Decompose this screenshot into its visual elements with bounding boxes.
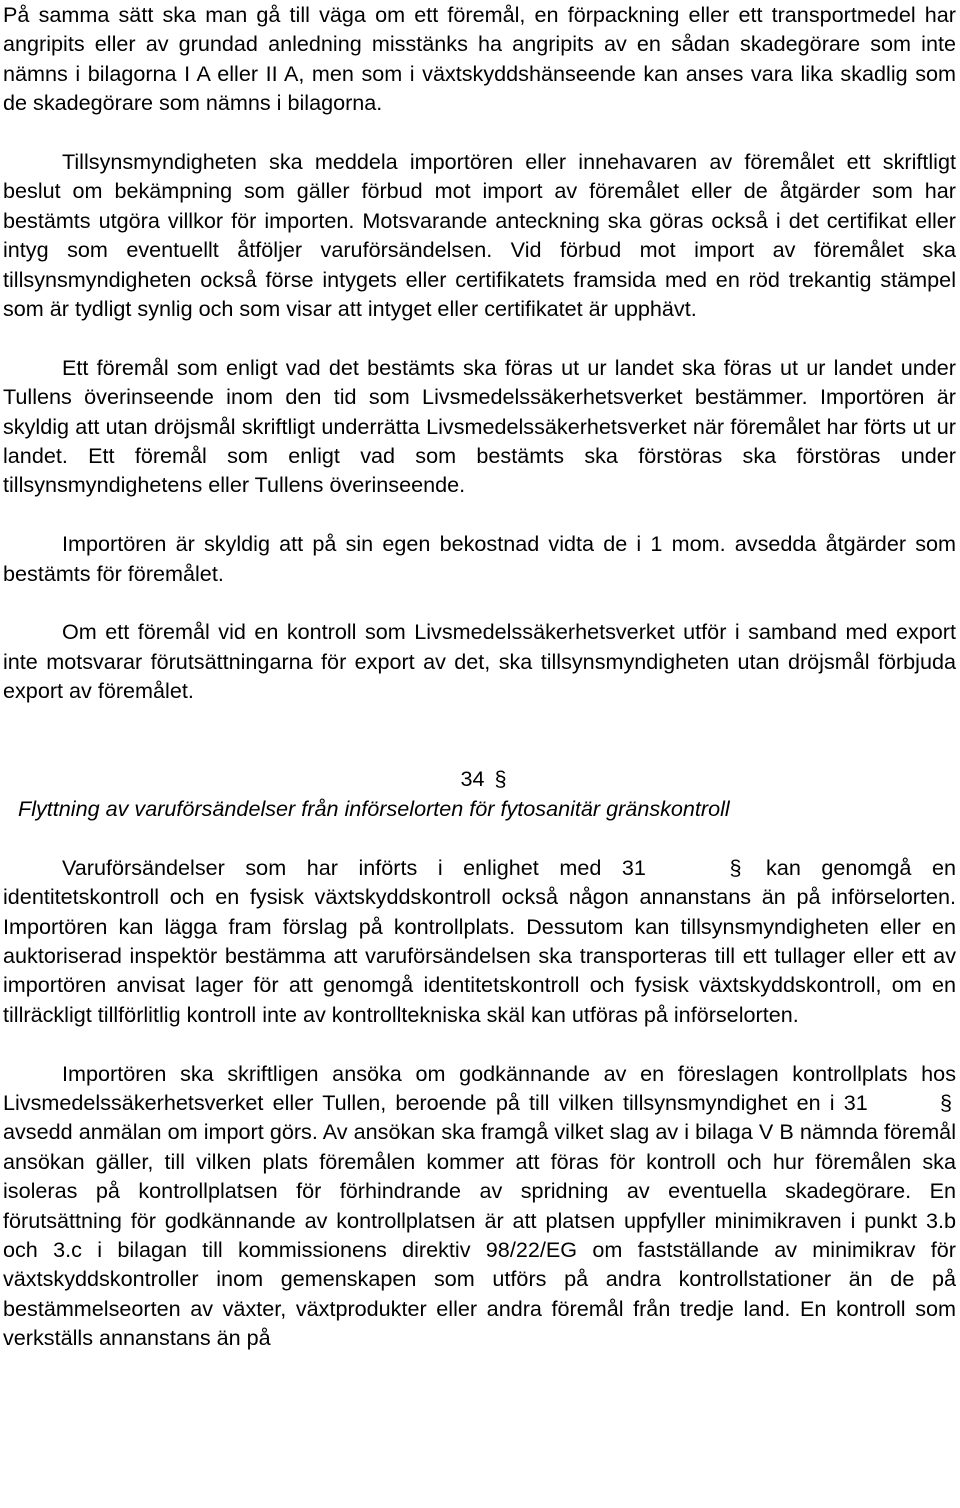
section-spacer (3, 706, 956, 765)
paragraph-spacer (3, 118, 956, 147)
section-title: Flyttning av varuförsändelser från införselorten för fytosanitär gränskontroll (18, 795, 730, 821)
document-page (3, 0, 956, 1353)
paragraph-spacer (3, 1029, 956, 1058)
text-run: Varuförsändelser som har införts i enlighet med 31 (62, 854, 646, 880)
paragraph-control-decision: Tillsynsmyndigheten ska meddela importören eller innehavaren av föremålet ett skriftligt beslut om bekämpning som gäller förbud mot import av föremålet eller de åtgärder som har bestämts utgöra villkor för importen. Motsvarande anteckning ska göras också i det certifikat eller intyg som eventuellt åtföljer varuförsändelsen. Vid förbud mot import av föremålet ska tillsynsmyndigheten också förse intygets eller certifikatets framsida med en röd trekantig stämpel som är tydligt synlig och som visar att intyget eller certifikatet är upphävt. (3, 149, 956, 322)
section-sign: § (940, 1089, 953, 1115)
paragraph-spacer (3, 588, 956, 617)
section-heading (3, 764, 956, 793)
text-run: avsedd anmälan om import görs. Av ansökan ska framgå vilket slag av i bilaga V B nämnda föremål ansökan gäller, till vilken plats föremålen kommer att föras för kontroll och hur föremålen ska isoleras på kontrollplatsen för förhindrande av spridning av eventuella skadegörare. En förutsättning för godkännande av kontrollplatsen är att platsen uppfyller minimikraven i punkt 3.b och 3.c i bilagan till kommissionens direktiv 98/22/EG om fastställande av minimikrav för växtskyddskontroller inom gemenskapen som utförs på andra kontrollstationer än de på bestämmelseorten av växter, växtprodukter eller andra föremål från tredje land. En kontroll som verkställs annanstans än på (3, 1119, 956, 1351)
paragraph-shipment-moving (3, 853, 956, 1029)
paragraph-spacer (3, 323, 956, 352)
paragraph-importer-costs: Importören är skyldig att på sin egen bekostnad vidta de i 1 mom. avsedda åtgärder som bestämts för föremålet. (3, 531, 956, 586)
paragraph-export-control: Om ett föremål vid en kontroll som Livsmedelssäkerhetsverket utför i samband med export inte motsvarar förutsättningarna för export av det, ska tillsynsmyndigheten utan dröjsmål förbjuda export av föremålet. (3, 619, 956, 704)
section-sign: § (494, 766, 507, 792)
paragraph-export-removal: Ett föremål som enligt vad det bestämts ska föras ut ur landet ska föras ut ur landet under Tullens överinseende inom den tid som Livsmedelssäkerhetsverket bestämmer. Importören är skyldig att utan dröjsmål skriftligt underrätta Livsmedelssäkerhetsverket när föremålet har förts ut ur landet. Ett föremål som enligt vad som bestämts ska förstöras ska förstöras under tillsynsmyndighetens eller Tullens överinseende. (3, 354, 956, 498)
section-number: 34 (460, 766, 485, 792)
section-sign: § (729, 854, 742, 880)
paragraph-pest-handling: På samma sätt ska man gå till väga om ett föremål, en förpackning eller ett transportmedel har angripits eller av grundad anledning misstänks ha angripits av en sådan skadegörare som inte nämns i bilagorna I A eller II A, men som i växtskyddshänseende kan anses vara lika skadlig som de skadegörare som nämns i bilagorna. (3, 2, 956, 116)
paragraph-control-site-application (3, 1059, 956, 1353)
text-run: kan genomgå en identitetskontroll och en fysisk växtskyddskontroll också någon annanstans än på införselorten. Importören kan lägga fram förslag på kontrollplats. Dessutom kan tillsynsmyndigheten eller en auktoriserad inspektör bestämma att varuförsändelsen ska transporteras till ett tullager eller ett av importören anvisat lager för att genomgå identitetskontroll och fysisk växtskyddskontroll, om en tillräckligt tillförlitlig kontroll inte av kontrolltekniska skäl kan utföras på införselorten. (3, 854, 956, 1027)
paragraph-spacer (3, 500, 956, 529)
paragraph-spacer (3, 823, 956, 852)
text-run: Importören ska skriftligen ansöka om godkännande av en föreslagen kontrollplats hos Livsmedelssäkerhetsverket eller Tullen, beroende på till vilken tillsynsmyndighet en i 31 (3, 1060, 956, 1115)
